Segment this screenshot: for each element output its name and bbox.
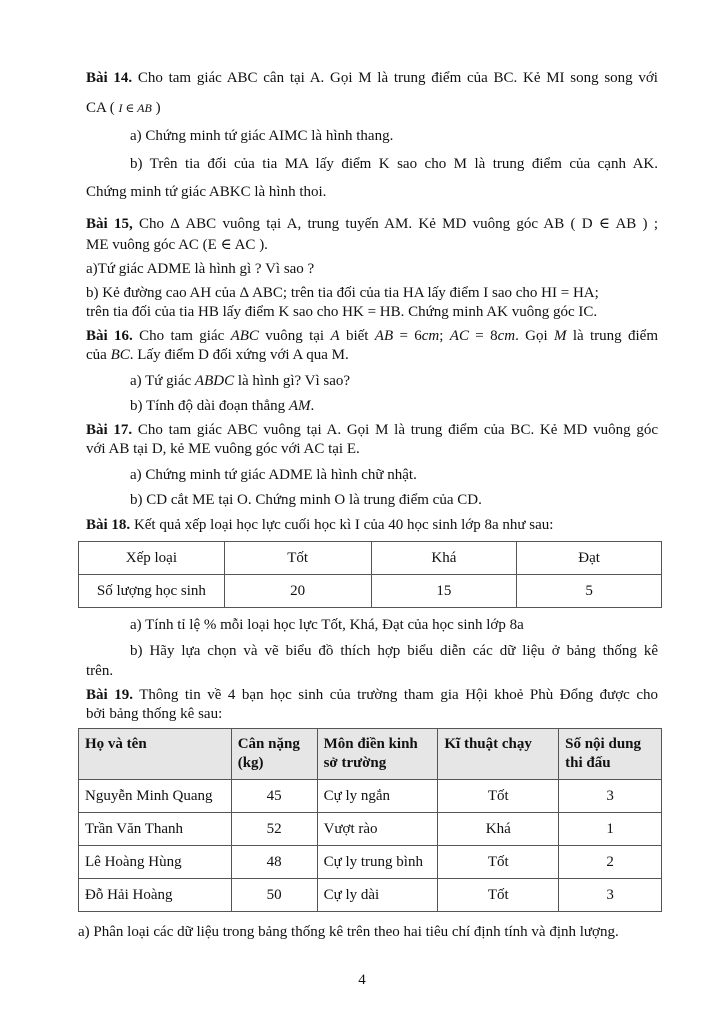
table-cell: 3 bbox=[559, 879, 662, 912]
b14-text: ) bbox=[155, 100, 161, 116]
table-cell: Số lượng học sinh bbox=[79, 575, 225, 608]
table-cell: Lê Hoàng Hùng bbox=[79, 846, 232, 879]
b16-question-b bbox=[130, 396, 658, 416]
b14-math: I ∈ AB bbox=[118, 101, 152, 115]
table-cell: 15 bbox=[371, 575, 517, 608]
table-cell: Cự ly trung bình bbox=[317, 846, 438, 879]
b16-text: biết bbox=[339, 328, 375, 344]
b17-line-2: với AB tại D, kẻ ME vuông góc với AC tại E. bbox=[86, 441, 360, 457]
b14-question-b-cont: Chứng minh tứ giác ABKC là hình thoi. bbox=[86, 184, 327, 200]
table-cell: 52 bbox=[231, 813, 317, 846]
table-cell: Cự ly ngắn bbox=[317, 780, 438, 813]
table-cell: Tốt bbox=[224, 542, 371, 575]
b17-title: Bài 17. bbox=[86, 422, 133, 438]
table-cell: Nguyễn Minh Quang bbox=[79, 780, 232, 813]
b16-math: A bbox=[330, 328, 340, 344]
table-cell: Tốt bbox=[438, 780, 559, 813]
table-cell: Cự ly dài bbox=[317, 879, 438, 912]
b16-text: vuông tại bbox=[258, 328, 331, 344]
b17-question-b: b) CD cắt ME tại O. Chứng minh O là trung điểm của CD. bbox=[130, 492, 482, 508]
b17-line-1 bbox=[86, 420, 658, 440]
b18-line-1 bbox=[86, 515, 658, 535]
table-cell: Tốt bbox=[438, 846, 559, 879]
b16-line-1 bbox=[86, 326, 658, 346]
b16-text: là trung điểm bbox=[566, 328, 659, 344]
b14-line-1 bbox=[86, 68, 658, 88]
b16-text: . bbox=[310, 398, 315, 414]
b19-title: Bài 19. bbox=[86, 687, 133, 703]
b15-question-b: b) Kẻ đường cao AH của Δ ABC; trên tia đối của tia HA lấy điểm I sao cho HI = HA; bbox=[86, 285, 599, 301]
b19-question-a: a) Phân loại các dữ liệu trong bảng thống kê trên theo hai tiêu chí định tính và định lượng. bbox=[78, 924, 619, 940]
b16-text: Cho tam giác bbox=[132, 328, 231, 344]
b15-text: Cho Δ ABC vuông tại A, trung tuyến AM. Kẻ MD vuông góc AB ( D ∈ AB ) ; bbox=[132, 216, 658, 232]
b16-text: b) Tính độ dài đoạn thẳng bbox=[130, 398, 289, 414]
b15-question-b-cont: trên tia đối của tia HB lấy điểm K sao cho HK = HB. Chứng minh AK vuông góc IC. bbox=[86, 304, 598, 320]
table-cell: 5 bbox=[517, 575, 662, 608]
table-cell: Đạt bbox=[517, 542, 662, 575]
b16-text: ; bbox=[439, 328, 450, 344]
table-header-cell: Cân nặng (kg) bbox=[231, 729, 317, 780]
b16-math: ABDC bbox=[194, 373, 235, 389]
b16-question-a bbox=[130, 371, 658, 391]
b15-question-a: a)Tứ giác ADME là hình gì ? Vì sao ? bbox=[86, 261, 315, 277]
b16-text: của bbox=[86, 347, 111, 363]
b17-question-a: a) Chứng minh tứ giác ADME là hình chữ nhật. bbox=[130, 467, 417, 483]
table-header-cell: Họ và tên bbox=[79, 729, 232, 780]
table-cell: 50 bbox=[231, 879, 317, 912]
b14-question-a: a) Chứng minh tứ giác AIMC là hình thang. bbox=[130, 128, 394, 144]
table-cell: Tốt bbox=[438, 879, 559, 912]
b16-math: AM bbox=[288, 398, 311, 414]
b16-line-2 bbox=[86, 345, 658, 365]
b19-line-2: bởi bảng thống kê sau: bbox=[86, 706, 223, 722]
b16-text: là hình gì? Vì sao? bbox=[234, 373, 351, 389]
table-cell: 20 bbox=[224, 575, 371, 608]
b19-table bbox=[78, 728, 662, 912]
table-cell: 48 bbox=[231, 846, 317, 879]
table-cell: Khá bbox=[371, 542, 517, 575]
b18-title: Bài 18. bbox=[86, 517, 131, 533]
b14-line-2 bbox=[86, 98, 658, 118]
b18-question-a: a) Tính tỉ lệ % mỗi loại học lực Tốt, Khá, Đạt của học sinh lớp 8a bbox=[130, 617, 524, 633]
b17-text: Cho tam giác ABC vuông tại A. Gọi M là trung điểm của BC. Kẻ MD vuông góc bbox=[132, 422, 658, 438]
table-cell: 2 bbox=[559, 846, 662, 879]
table-cell: Vượt rào bbox=[317, 813, 438, 846]
b16-text: . Lấy điểm D đối xứng với A qua M. bbox=[129, 347, 349, 363]
b16-math: AC bbox=[449, 328, 469, 344]
b16-math: cm bbox=[421, 328, 440, 344]
b18-text: Kết quả xếp loại học lực cuối học kì I của 40 học sinh lớp 8a như sau: bbox=[130, 517, 554, 533]
b14-question-b: b) Trên tia đối của tia MA lấy điểm K sao cho M là trung điểm của cạnh AK. bbox=[130, 156, 658, 172]
table-cell: Khá bbox=[438, 813, 559, 846]
b16-math: AB bbox=[374, 328, 394, 344]
b15-title: Bài 15, bbox=[86, 216, 133, 232]
b14-text: Cho tam giác ABC cân tại A. Gọi M là trung điểm của BC. Kẻ MI song song với bbox=[132, 70, 658, 86]
b14-title: Bài 14. bbox=[86, 70, 133, 86]
table-cell: Trần Văn Thanh bbox=[79, 813, 232, 846]
b18-question-b-cont: trên. bbox=[86, 663, 114, 679]
b16-text: . Gọi bbox=[515, 328, 555, 344]
b16-math: cm bbox=[497, 328, 516, 344]
table-row bbox=[79, 813, 662, 846]
table-header-cell: Môn điền kinh sở trường bbox=[317, 729, 438, 780]
table-cell: 1 bbox=[559, 813, 662, 846]
table-row bbox=[79, 879, 662, 912]
table-header-cell: Số nội dung thi đấu bbox=[559, 729, 662, 780]
table-header-row bbox=[79, 729, 662, 780]
table-cell: Đỗ Hải Hoàng bbox=[79, 879, 232, 912]
table-header-cell: Kĩ thuật chạy bbox=[438, 729, 559, 780]
table-row bbox=[79, 846, 662, 879]
b18-question-b: b) Hãy lựa chọn và vẽ biểu đồ thích hợp biểu diễn các dữ liệu ở bảng thống kê bbox=[130, 643, 658, 659]
page-number: 4 bbox=[358, 972, 366, 988]
table-header-row bbox=[79, 542, 662, 575]
table-row bbox=[79, 780, 662, 813]
b15-line-2: ME vuông góc AC (E ∈ AC ). bbox=[86, 237, 268, 253]
b19-text: Thông tin về 4 bạn học sinh của trường tham gia Hội khoẻ Phù Đổng được cho bbox=[132, 687, 658, 703]
b16-title: Bài 16. bbox=[86, 328, 133, 344]
b15-line-1 bbox=[86, 214, 658, 234]
b19-line-1 bbox=[86, 685, 658, 705]
table-cell: Xếp loại bbox=[79, 542, 225, 575]
b16-text: = 6 bbox=[393, 328, 422, 344]
table-cell: 45 bbox=[231, 780, 317, 813]
b16-math: ABC bbox=[230, 328, 259, 344]
b14-text: CA ( bbox=[86, 100, 115, 116]
b18-table bbox=[78, 541, 662, 608]
b16-text: a) Tứ giác bbox=[130, 373, 195, 389]
table-row bbox=[79, 575, 662, 608]
b16-math: M bbox=[554, 328, 567, 344]
b16-text: = 8 bbox=[468, 328, 498, 344]
b16-math: BC bbox=[110, 347, 130, 363]
table-cell: 3 bbox=[559, 780, 662, 813]
